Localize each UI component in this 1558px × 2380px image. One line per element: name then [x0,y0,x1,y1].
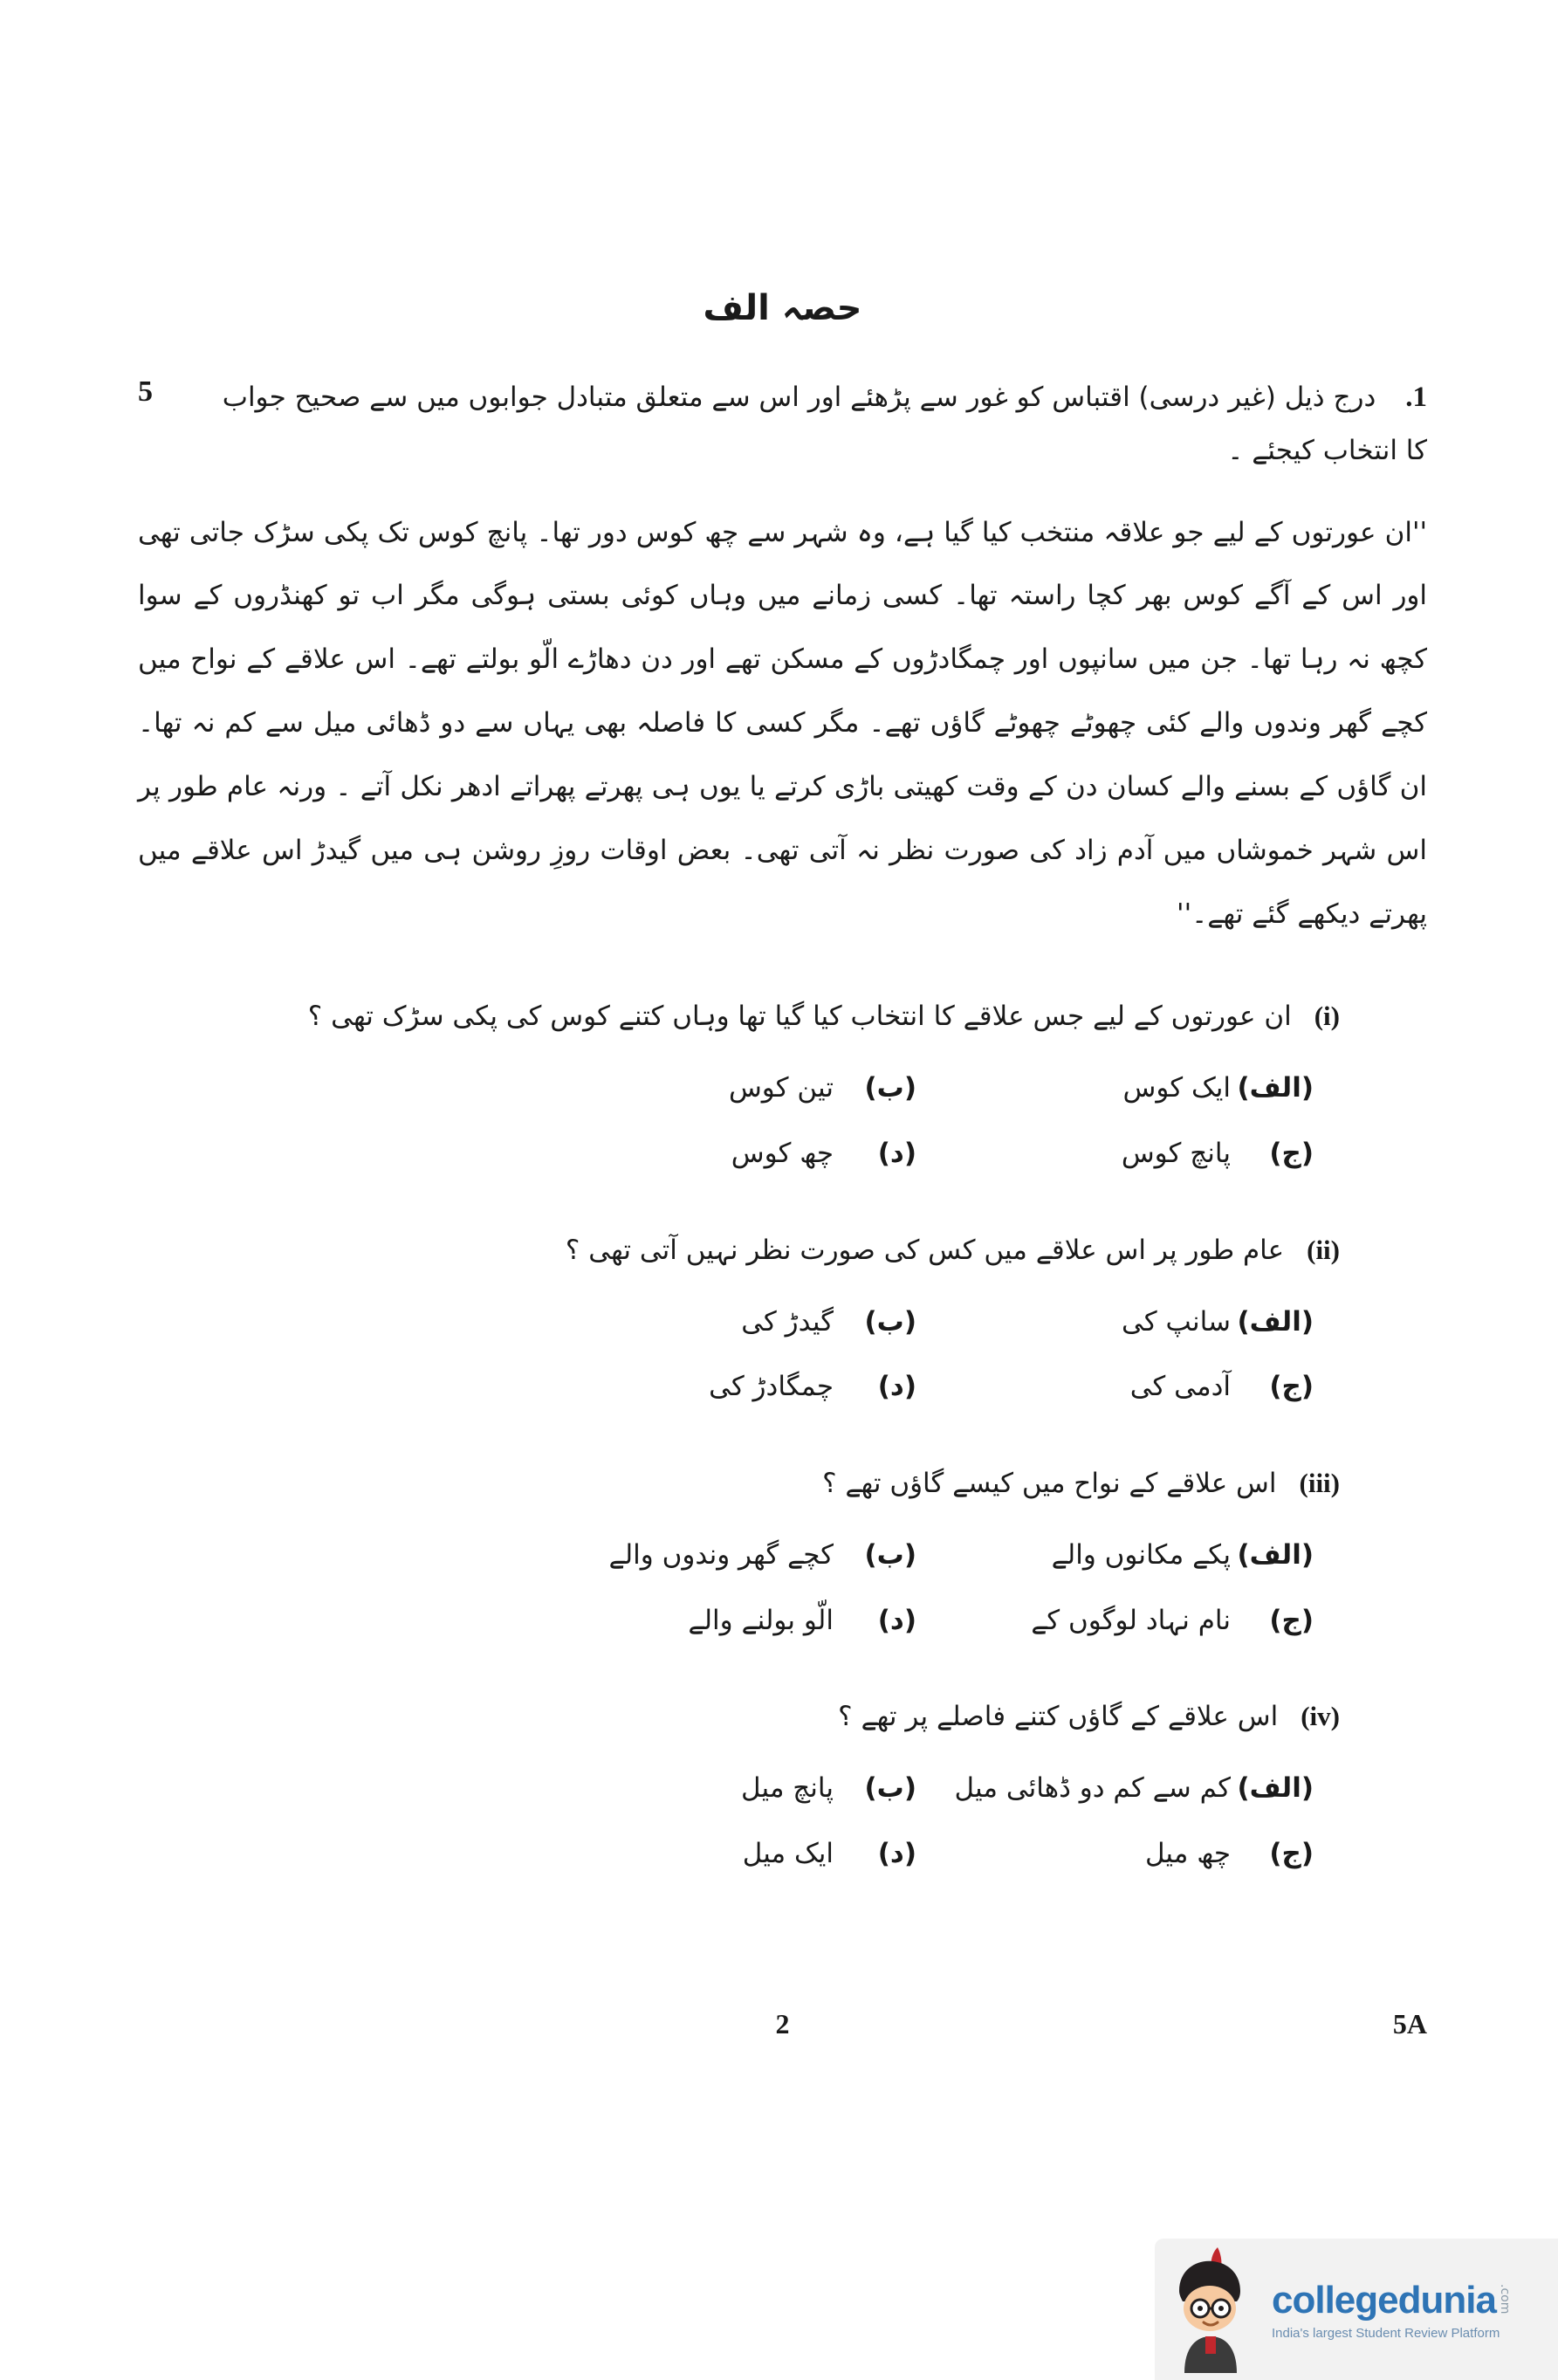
option-be [546,1765,916,1812]
option-label: (ج) [1269,1604,1314,1636]
brand-suffix: .com [1497,2283,1512,2314]
option-alif [943,1765,1314,1812]
option-text: الّو بولنے والے [688,1604,834,1636]
sub-question-number: (ii) [1307,1234,1340,1265]
option-label: (ب) [864,1538,916,1571]
sub-question-head [138,991,1340,1042]
sub-question-text: عام طور پر اس علاقے میں کس کی صورت نظر نہیں آتی تھی ؟ [565,1234,1285,1266]
question-1-header [138,370,1427,477]
option-daal [546,1831,916,1877]
option-be [546,1065,916,1111]
option-label: (ب) [864,1305,916,1338]
option-label: (ب) [864,1772,916,1805]
options-grid [546,1299,1314,1410]
option-text: تین کوس [728,1072,834,1104]
brand-tagline: India's largest Student Review Platform [1272,2325,1500,2341]
option-label: (ج) [1269,1138,1314,1170]
sub-question-text: ان عورتوں کے لیے جس علاقے کا انتخاب کیا گیا تھا وہاں کتنے کوس کی پکی سڑک تھی ؟ [307,1001,1292,1033]
option-daal [546,1364,916,1410]
question-1-intro-row [199,370,1427,477]
option-label: (د) [877,1837,916,1869]
option-text: پانچ میل [740,1772,834,1805]
option-jeem [943,1598,1314,1644]
sub-question-head [138,1225,1340,1276]
sub-question-head [138,1458,1340,1510]
sub-question-1 [138,991,1427,1176]
options-grid [546,1532,1314,1643]
option-text: ایک کوس [1122,1072,1231,1104]
sub-question-4 [138,1691,1427,1876]
page-number: 2 [775,2008,790,2040]
marks-value: 5 [138,375,153,408]
option-text: کم سے کم دو ڈھائی میل [954,1772,1231,1805]
sub-question-text: اس علاقے کے گاؤں کتنے فاصلے پر تھے ؟ [838,1701,1279,1733]
option-daal [546,1131,916,1177]
option-jeem [943,1831,1314,1877]
option-label: (د) [877,1604,916,1636]
options-grid [546,1765,1314,1876]
option-label: (د) [877,1138,916,1170]
option-be [546,1299,916,1345]
sub-question-number: (i) [1314,1001,1340,1032]
option-label: (الف) [1237,1072,1314,1104]
sub-question-head [138,1691,1340,1743]
option-label: (ج) [1269,1837,1314,1869]
option-daal [546,1598,916,1644]
option-text: نام نہاد لوگوں کے [1031,1604,1231,1636]
option-text: چمگادڑ کی [709,1371,834,1403]
option-jeem [943,1131,1314,1177]
collegedunia-logo [1155,2239,1558,2380]
option-label: (الف) [1237,1305,1314,1338]
option-text: گیدڑ کی [741,1305,834,1338]
question-number: 1. [1405,382,1427,413]
option-jeem [943,1364,1314,1410]
option-text: پانچ کوس [1121,1138,1231,1170]
option-text: ایک میل [742,1837,834,1869]
sub-question-text: اس علاقے کے نواح میں کیسے گاؤں تھے ؟ [822,1468,1277,1500]
question-intro: درج ذیل (غیر درسی) اقتباس کو غور سے پڑھئے اور اس سے متعلق متبادل جوابوں میں سے صحیح جواب کا انتخاب کیجئے ۔ [222,382,1427,466]
option-label: (ب) [864,1072,916,1104]
option-alif [943,1065,1314,1111]
option-label: (د) [877,1371,916,1403]
sub-question-3 [138,1458,1427,1643]
option-text: چھ میل [1144,1837,1231,1869]
brand-block [1272,2279,1512,2341]
option-text: پکے مکانوں والے [1051,1538,1231,1571]
sub-question-number: (iii) [1299,1468,1340,1499]
paper-code: 5A [1392,2008,1427,2040]
page-footer [138,2008,1427,2052]
option-alif [943,1532,1314,1579]
option-text: کچے گھر وندوں والے [608,1538,834,1571]
section-heading: حصہ الف [703,288,862,328]
option-text: آدمی کی [1129,1371,1231,1403]
sub-question-number: (iv) [1301,1701,1340,1732]
option-label: (ج) [1269,1371,1314,1403]
option-text: چھ کوس [731,1138,834,1170]
option-label: (الف) [1237,1772,1314,1805]
sub-question-2 [138,1225,1427,1410]
option-label: (الف) [1237,1538,1314,1571]
brand-line [1272,2279,1512,2322]
mascot-icon [1163,2246,1259,2373]
brand-text: collegedunia [1272,2278,1496,2322]
option-be [546,1532,916,1579]
option-alif [943,1299,1314,1345]
option-text: سانپ کی [1122,1305,1231,1338]
passage-text: ''ان عورتوں کے لیے جو علاقہ منتخب کیا گیا ہے، وہ شہر سے چھ کوس دور تھا۔ پانچ کوس تک پکی سڑک جاتی تھی اور اس کے آگے کوس بھر کچا راستہ تھا۔ کسی زمانے میں وہاں کوئی بستی ہوگی مگر اب تو کھنڈروں کے سوا کچھ نہ رہا تھا۔ جن میں سانپوں اور چمگادڑوں کے مسکن تھے اور دن دھاڑے الّو بولتے تھے۔ اس علاقے کے نواح میں کچے گھر وندوں والے کئی چھوٹے چھوٹے گاؤں تھے۔ مگر کسی کا فاصلہ بھی یہاں سے دو ڈھائی میل سے کم نہ تھا۔ ان گاؤں کے بسنے والے کسان دن کے وقت کھیتی باڑی کرتے یا یوں ہی پھرتے پھراتے ادھر نکل آتے ۔ ورنہ عام طور پر اس شہر خموشاں میں آدم زاد کی صورت نظر نہ آتی تھی۔ بعض اوقات روزِ روشن ہی میں گیدڑ اس علاقے میں پھرتے دیکھے گئے تھے۔'' [138,516,1427,930]
options-grid [546,1065,1314,1176]
